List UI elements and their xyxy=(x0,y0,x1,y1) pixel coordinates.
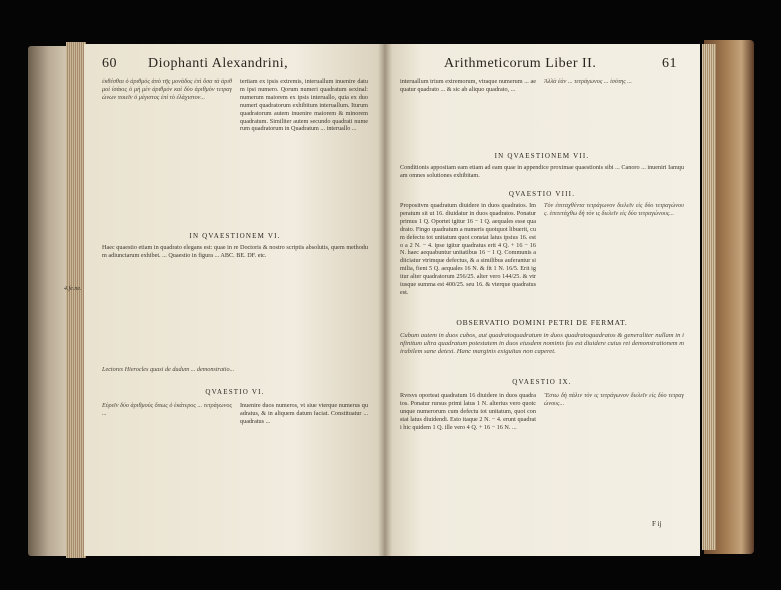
open-book xyxy=(28,38,754,562)
left-quaestio-greek: Εὑρεῖν δύο ἀριθμοὺς ὅπως ὁ ἑκάτερος ... τετράγωνος ... xyxy=(102,402,232,417)
left-latin-column: tertiam ex ipsis extremis, interuallum inuenire datum ipsi numero. Qorum numeri quadratum sexinal: numerum maiorem ex ipsis interuallo, quia ex duo numeri quadratorum exhibitum interuallum. Iturum quadratorum autem inuenire maiorem & minorem quadratum. Similiter autem secundo quadrati numerum quadratorum in Quadratum ... interuallo ... xyxy=(240,78,368,133)
fermat-observation-heading: OBSERVATIO DOMINI PETRI DE FERMAT. xyxy=(456,318,628,327)
left-margin-note: 4.fe.ne. xyxy=(64,286,82,292)
right-quaestio-9-latin: Rvrsvs oporteat quadratum 16 diuidere in duos quadratos. Ponatur rursus primi latus 1 N. alterius vero quotcunque numerorum cum defectu tot unitatum, quot constat latus diuidendi. Esto itaque 2 N. − 4. erunt quadrati hic quidem 1 Q. ille vero 4 Q. + 16 − 16 N. ... xyxy=(400,392,536,431)
right-in-quaestionem-heading: IN QVAESTIONEM VII. xyxy=(494,152,590,160)
left-commentary: Haec quaestio etiam in quadrato elegans est: quae in re Doctoris & nostro scriptis absolutis, quem methodum adiunctarum exhibet. ... Quaestio in figura ... ABC. BE. DF. etc. xyxy=(102,244,368,259)
right-quaestio-8-heading: QVAESTIO VIII. xyxy=(508,190,576,198)
book-gutter xyxy=(378,44,392,556)
right-quaestio-9-heading: QVAESTIO IX. xyxy=(512,378,572,386)
right-commentary: Conditionis appositam eam etiam ad eam quae in appendice proximae quaestionis sibi ... Canoro ... inueniri Iamquam omnes solutiones exhibitam. xyxy=(400,164,684,179)
signature-mark: F ij xyxy=(652,520,662,528)
left-quaestio-latin: Inuenire duos numeros, vt siue vterque numerus quadratus, & in aliquem datum faciat. Constituatur ... quadratus ... xyxy=(240,402,368,425)
right-quaestio-8-greek: Τὸν ἐπιταχθέντα τετράγωνον διελεῖν εἰς δύο τετραγώνους. ἐπιτετάχθω δὴ τὸν ις διελεῖν εἰς δύο τετραγώνους... xyxy=(544,202,684,217)
left-greek-column: ἐκθέσθαι ὁ ἀριθμὸς ἀπὸ τῆς μονάδος ἐπὶ ὅσα τὰ ἀριθμοὶ ἰσάκις ὁ μὴ μὲν ἀριθμὸν καὶ δύο ἀριθμὸν τετραγώνων ποιεῖν ὁ μέγιστος ἐπὶ τὸ ἐλάχιστον... xyxy=(102,78,232,101)
right-quaestio-9-greek: Ἔστω δὴ πάλιν τὸν ις τετράγωνον διελεῖν εἰς δύο τετραγώνους... xyxy=(544,392,684,407)
right-top-greek: Ἀλλὰ ἐὰν ... τετράγωνος ... ἰσότης ... xyxy=(544,78,632,85)
left-page-number: 60 xyxy=(102,56,117,71)
left-quaestio-heading: QVAESTIO VI. xyxy=(205,388,265,396)
right-quaestio-8-latin: Propositvm quadratum diuidere in duos quadratos. Imperatum sit ut 16. diuidatur in duos quadratos. Ponatur primus 1 Q. Oportet igitur 16 − 1 Q. aequales esse quadrato. Fingo quadratum a numeris quotquot libuerit, cum defectu tot unitatum quot constat latus ipsius 16. esto a 2 N. − 4. ipse igitur quadratus erit 4 Q. + 16 − 16 N. haec aequabuntur unitatibus 16 − 1 Q. Communis adiiciatur vtrimque defectus, & a similibus auferantur similia, fient 5 Q. aequales 16 N. & fit 1 N. 16/5. Erit igitur alter quadratorum 256/25. alter vero 144/25. & vtriusque summa est 400/25. seu 16. & vterque quadratus est. xyxy=(400,202,536,296)
right-page-number: 61 xyxy=(662,56,677,71)
left-page xyxy=(84,44,384,556)
right-running-title: Arithmeticorum Liber II. xyxy=(444,56,597,71)
fermat-observation-text: Cubum autem in duos cubos, aut quadratoquadratum in duos quadratoquadratos & generaliter nullam in infinitum ultra quadratum potestatem in duos eiusdem nominis fas est diuidere cuius rei demonstrationem mirabilem sane detexi. Hanc marginis exiguitas non caperet. xyxy=(400,332,684,355)
right-page xyxy=(384,44,700,556)
right-top-latin: interuallum trium extremorum, vtraque numerum ... aequatur quadrato ... & sic ab aliquo quadrato, ... xyxy=(400,78,536,93)
left-in-quaestionem-heading: IN QVAESTIONEM VI. xyxy=(189,232,281,240)
left-page-edges xyxy=(66,42,86,558)
left-running-title: Diophanti Alexandrini, xyxy=(148,56,289,71)
right-page-edges xyxy=(702,44,716,550)
left-italic-note: Lectores Hierocles quasi de dudum ... demonstratio... xyxy=(102,366,235,373)
